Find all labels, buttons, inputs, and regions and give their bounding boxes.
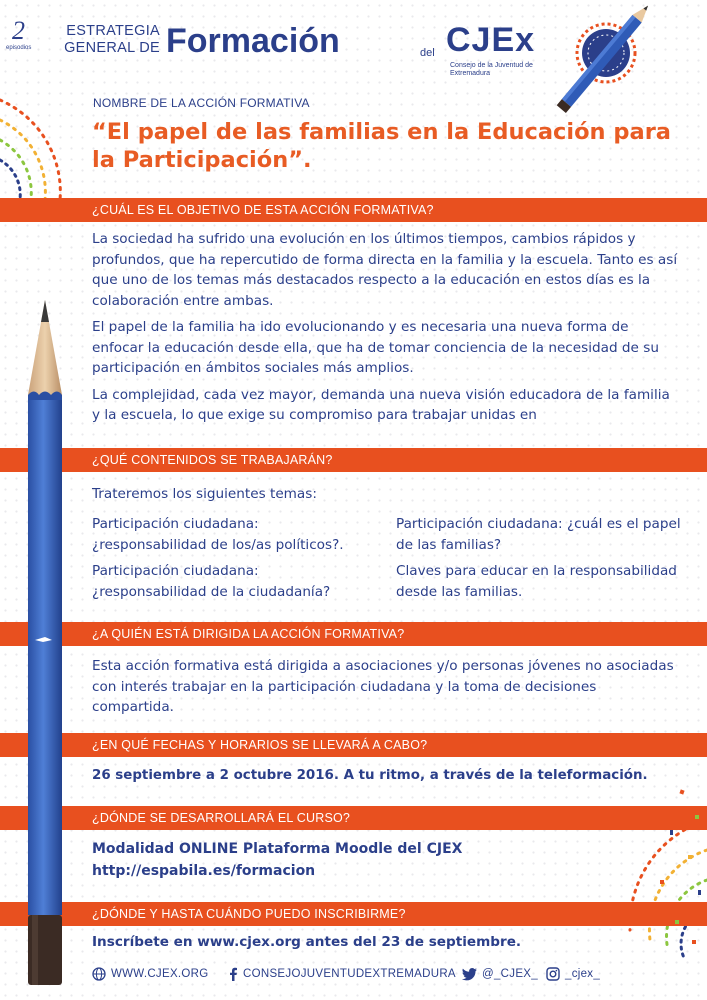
- objetivo-heading: ¿CUÁL ES EL OBJETIVO DE ESTA ACCIÓN FORMATIVA?: [92, 203, 434, 217]
- instagram-icon: [546, 967, 560, 981]
- section-bar-objetivo: [0, 198, 707, 222]
- dirigida-heading: ¿A QUIÉN ESTÁ DIRIGIDA LA ACCIÓN FORMATIVA?: [92, 627, 405, 641]
- topic-item: Participación ciudadana: ¿responsabilidad de la ciudadanía?: [92, 563, 331, 600]
- objetivo-paragraph-1: La sociedad ha sufrido una evolución en los últimos tiempos, cambios rápidos y profundos, que ha repercutido de forma directa en la familia y la escuela. Tanto es así que uno de los temas más destacados respecto a la educación en estos días es la colaboración entre ambas.: [92, 231, 678, 309]
- objetivo-paragraph-2: El papel de la familia ha ido evolucionando y es necesaria una nueva forma de enfocar la educación desde ella, que ha de tomar conciencia de la necesidad de su participación en ámbitos sociales más amplios.: [92, 319, 659, 376]
- dirigida-text: Esta acción formativa está dirigida a asociaciones y/o personas jóvenes no asociadas con interés trabajar en la participación ciudadana y la toma de decisiones compartida.: [92, 658, 674, 715]
- small-pencil-illustration: [520, 0, 690, 115]
- modalidad-text: Modalidad ONLINE Plataforma Moodle del CJEX: [92, 841, 463, 857]
- footer-web[interactable]: [92, 964, 209, 984]
- del-label: del: [420, 47, 435, 59]
- globe-icon: [92, 967, 106, 981]
- donde-heading: ¿DÓNDE SE DESARROLLARÁ EL CURSO?: [92, 811, 351, 825]
- topic-item: Participación ciudadana: ¿responsabilidad de los/as políticos?.: [92, 516, 344, 553]
- footer-instagram-label: _cjex_: [565, 968, 601, 980]
- section-bar-fechas: [0, 733, 707, 757]
- contenidos-heading: ¿QUÉ CONTENIDOS SE TRABAJARÁN?: [92, 453, 333, 467]
- nombre-accion-label: NOMBRE DE LA ACCIÓN FORMATIVA: [93, 96, 310, 110]
- section-bar-dirigida: [0, 622, 707, 646]
- footer-instagram[interactable]: [546, 964, 600, 984]
- logo-subtitle: episodios: [6, 45, 32, 51]
- cjex-logo: CJEx: [446, 21, 536, 59]
- course-title: “El papel de las familias en la Educación para la Participación”.: [92, 119, 671, 173]
- formacion-heading: Formación: [166, 22, 340, 60]
- section-bar-contenidos: [0, 448, 707, 472]
- twitter-icon: [462, 968, 477, 981]
- footer-facebook[interactable]: [228, 964, 456, 984]
- pencil-illustration: [22, 300, 68, 1000]
- footer-web-label: WWW.CJEX.ORG: [111, 968, 209, 980]
- fechas-text: 26 septiembre a 2 octubre 2016. A tu ritmo, a través de la teleformación.: [92, 768, 648, 783]
- platform-link[interactable]: http://espabila.es/formacion: [92, 863, 316, 879]
- footer-facebook-label: CONSEJOJUVENTUDEXTREMADURA: [243, 968, 456, 980]
- logo-number: 2: [12, 16, 25, 45]
- estrategia-label: ESTRATEGIA: [66, 23, 160, 39]
- facebook-icon: [228, 967, 238, 981]
- inscripcion-text: Inscríbete en www.cjex.org antes del 23 de septiembre.: [92, 934, 522, 950]
- fechas-heading: ¿EN QUÉ FECHAS Y HORARIOS SE LLEVARÁ A CABO?: [92, 738, 428, 752]
- cjex-subtitle: Consejo de la Juventud de Extremadura: [450, 62, 533, 77]
- topic-item: Claves para educar en la responsabilidad desde las familias.: [396, 563, 677, 600]
- footer-twitter-label: @_CJEX_: [482, 968, 538, 980]
- 2-episodios-logo: [6, 12, 36, 50]
- footer-twitter[interactable]: [462, 964, 538, 984]
- topic-item: Participación ciudadana: ¿cuál es el papel de las familias?: [396, 516, 681, 553]
- objetivo-text: [92, 229, 682, 430]
- confetti-decoration: [600, 770, 707, 970]
- contenidos-intro: Trateremos los siguientes temas:: [92, 486, 317, 502]
- objetivo-paragraph-3: La complejidad, cada vez mayor, demanda una nueva visión educadora de la familia y la escuela, lo que exige su compromiso para trabajar unidas en: [92, 386, 670, 423]
- inscripcion-heading: ¿DÓNDE Y HASTA CUÁNDO PUEDO INSCRIBIRME?: [92, 907, 406, 921]
- general-de-label: GENERAL DE: [64, 40, 160, 56]
